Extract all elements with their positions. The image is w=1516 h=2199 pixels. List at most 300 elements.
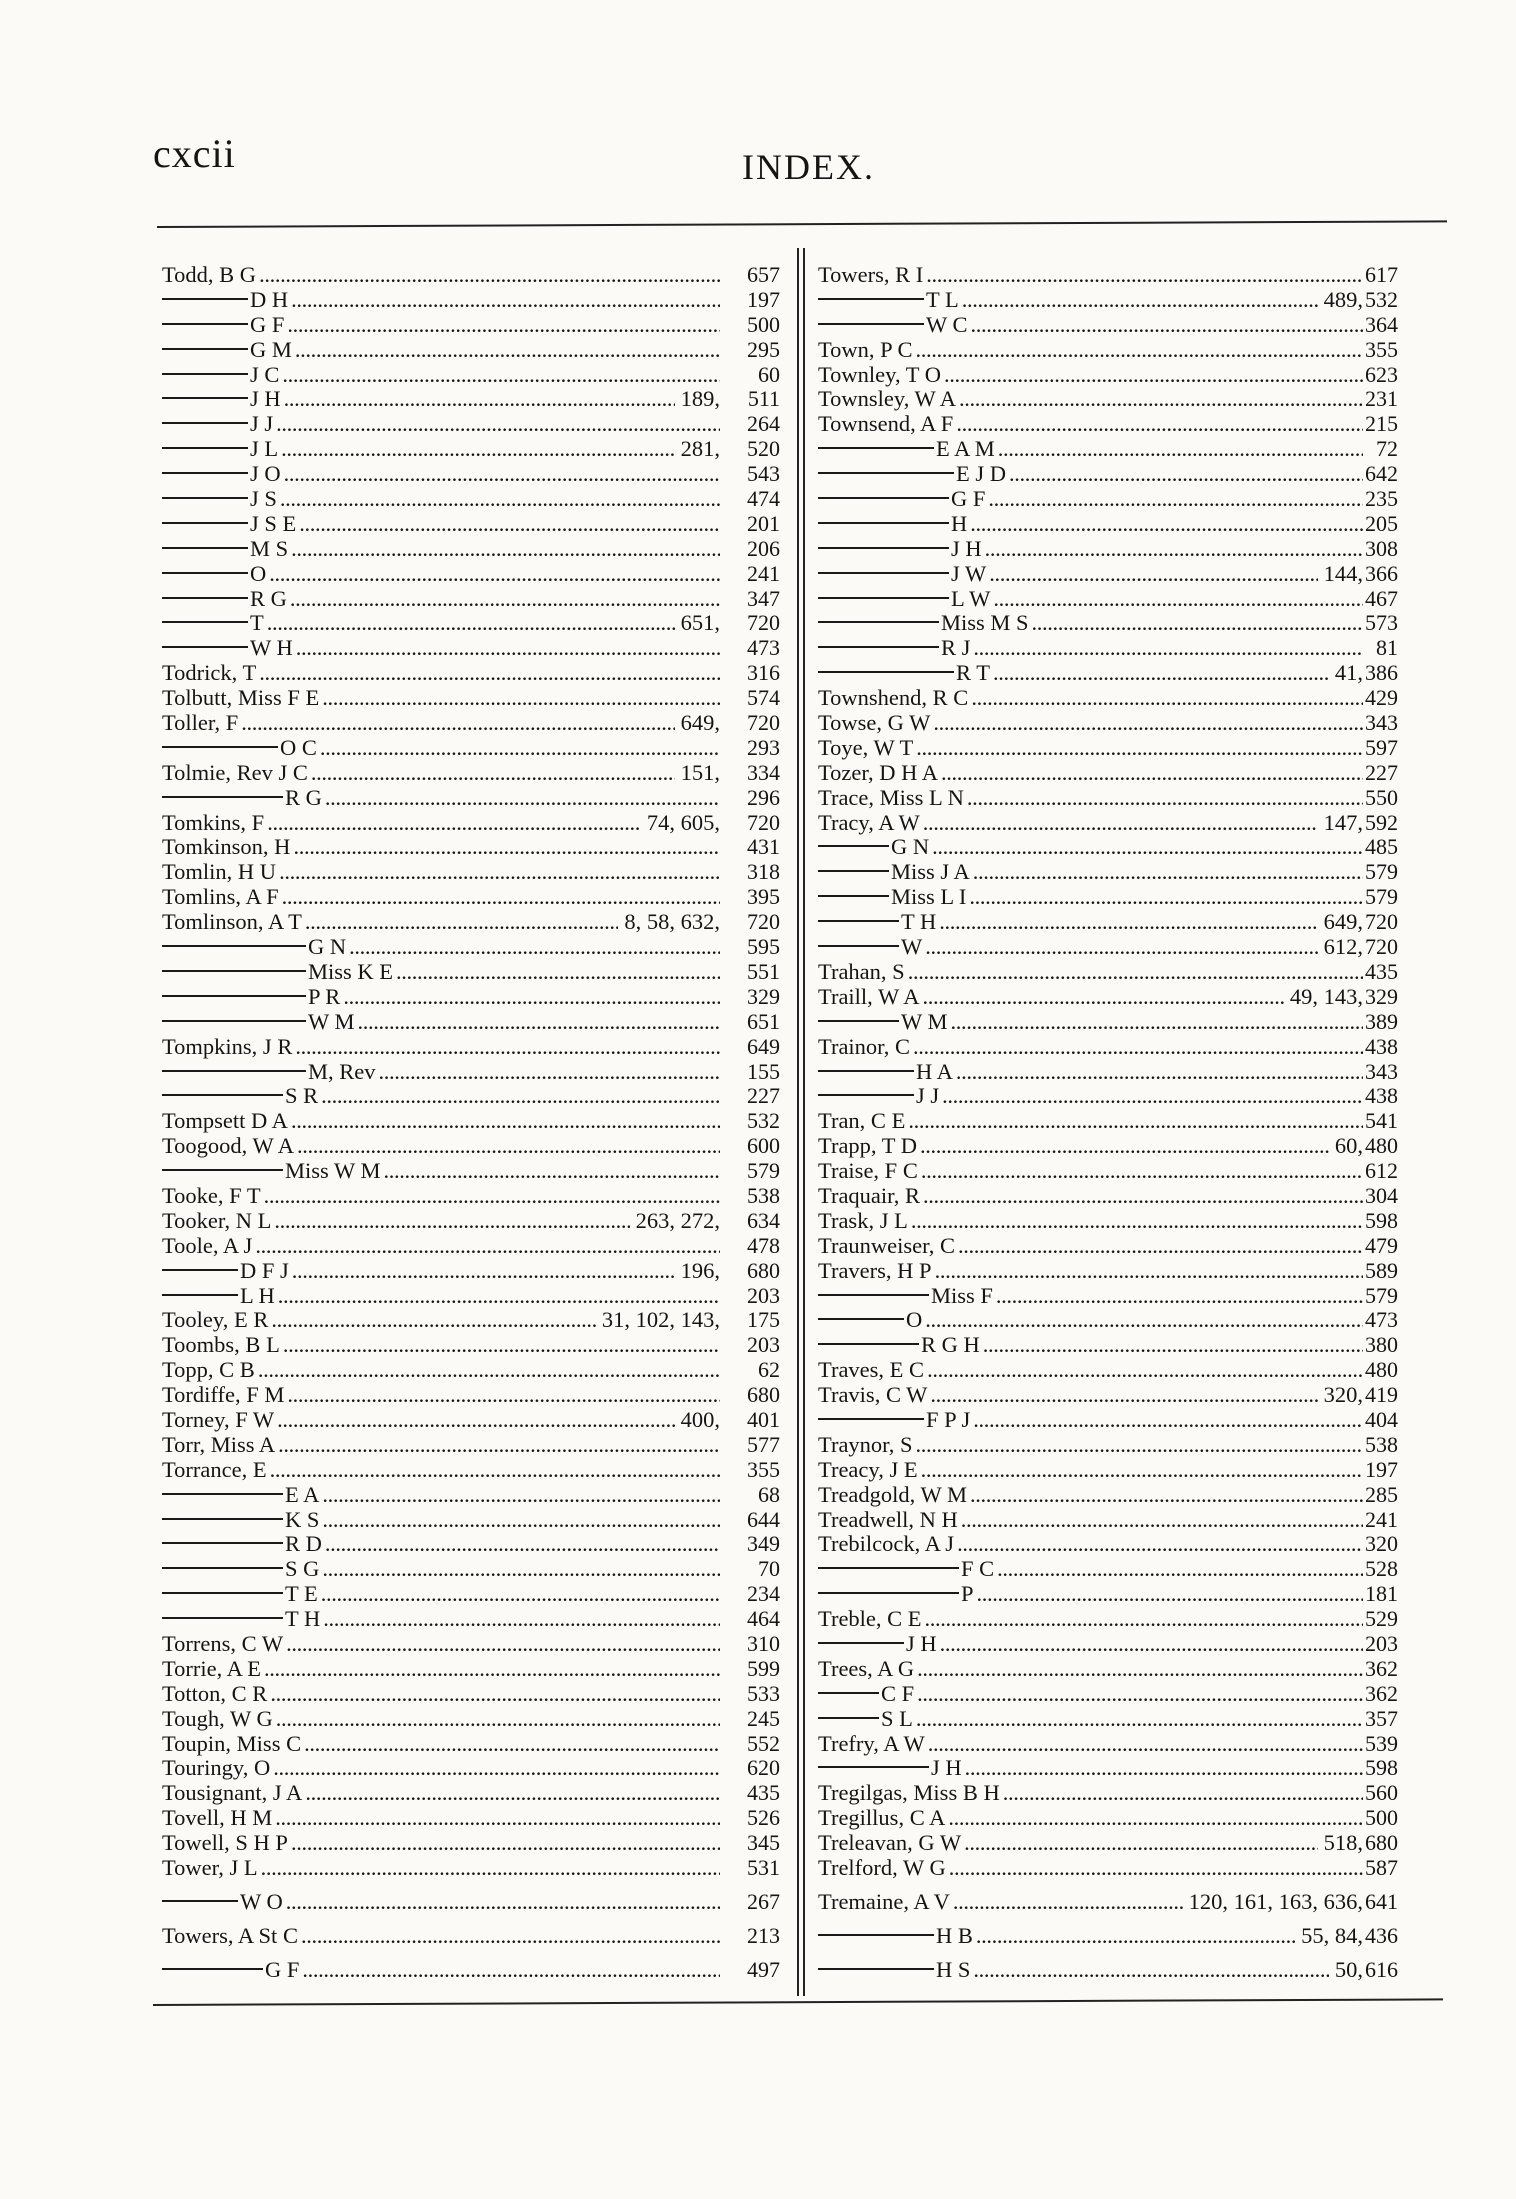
entry-page: 533 (747, 1680, 780, 1706)
entry-name: T L (926, 287, 959, 312)
top-rule (157, 220, 1447, 228)
index-entry (818, 1259, 1398, 1284)
entry-name: Torrens, C W (162, 1631, 284, 1656)
ditto-dash (162, 597, 248, 599)
dot-leader (988, 487, 1363, 512)
entry-name: O C (280, 735, 317, 760)
index-entry (818, 1732, 1398, 1757)
index-entry (818, 1284, 1398, 1309)
entry-page: 720 (747, 710, 780, 736)
index-entry (162, 1084, 780, 1109)
entry-lead (818, 1134, 1363, 1159)
index-entry (162, 786, 780, 811)
entry-page: 500 (1365, 1805, 1398, 1831)
entry-name: G F (250, 312, 285, 337)
dot-leader (976, 1924, 1295, 1949)
entry-lead (818, 1333, 1363, 1358)
ditto-dash (818, 1294, 929, 1296)
index-entry (162, 1333, 780, 1358)
entry-name: J S E (250, 511, 297, 536)
entry-page: 649 (747, 1033, 780, 1059)
entry-lead (162, 338, 720, 363)
index-entry (162, 1682, 780, 1707)
entry-lead (818, 611, 1363, 636)
dot-leader (923, 985, 1284, 1010)
entry-page: 574 (747, 685, 780, 711)
entry-lead (162, 1433, 720, 1458)
entry-page: 345 (747, 1830, 780, 1856)
ditto-dash (818, 1592, 959, 1594)
index-entry (162, 1060, 780, 1085)
dot-leader (950, 1010, 1363, 1035)
entry-name: Touringy, O (162, 1756, 271, 1781)
dot-leader (267, 611, 675, 636)
entry-page: 473 (1365, 1307, 1398, 1333)
index-entry (162, 487, 780, 512)
entry-lead (818, 1284, 1363, 1309)
index-entry (818, 1408, 1398, 1433)
index-entry (818, 1234, 1398, 1259)
entry-name: Toombs, B L (162, 1333, 280, 1358)
entry-name: Trace, Miss L N (818, 785, 964, 810)
dot-leader (278, 1284, 720, 1309)
entry-lead (162, 1924, 720, 1949)
entry-page: 235 (1365, 486, 1398, 512)
entry-name: Tolbutt, Miss F E (162, 686, 320, 711)
entry-page: 310 (747, 1630, 780, 1656)
dot-leader (923, 811, 1318, 836)
dot-leader (280, 487, 720, 512)
dot-leader (284, 387, 675, 412)
entry-lead (818, 1035, 1363, 1060)
index-entry (818, 1582, 1398, 1607)
entry-name: Trask, J L (818, 1208, 908, 1233)
entry-lead (162, 1682, 720, 1707)
index-entry (818, 1831, 1398, 1856)
entry-page: 598 (1365, 1207, 1398, 1233)
entry-page: 362 (1365, 1655, 1398, 1681)
index-entry (818, 1856, 1398, 1881)
entry-page: 213 (747, 1922, 780, 1948)
entry-page: 474 (747, 486, 780, 512)
entry-page: 386 (1365, 660, 1398, 686)
entry-name: Towell, S H P (162, 1831, 288, 1856)
dot-leader (292, 1259, 675, 1284)
dot-leader (933, 711, 1363, 736)
dot-leader (278, 1433, 720, 1458)
entry-lead (818, 1806, 1363, 1831)
dot-leader (969, 885, 1363, 910)
entry-name: Townsend, A F (818, 412, 954, 437)
entry-extra-pages: 651, (680, 611, 720, 636)
ditto-dash (818, 1418, 924, 1420)
index-entry (162, 412, 780, 437)
entry-lead (818, 1408, 1363, 1433)
entry-lead (818, 363, 1363, 388)
entry-lead (818, 960, 1363, 985)
entry-page: 201 (747, 510, 780, 536)
dot-leader (977, 1582, 1363, 1607)
index-entry (162, 462, 780, 487)
dot-leader (284, 462, 720, 487)
entry-lead (162, 1557, 720, 1582)
ditto-dash (162, 323, 248, 325)
dot-leader (290, 587, 720, 612)
entry-lead (818, 263, 1363, 288)
entry-page: 480 (1365, 1133, 1398, 1159)
entry-page: 473 (747, 635, 780, 661)
index-entry (162, 1781, 780, 1806)
dot-leader (396, 960, 720, 985)
index-entry (162, 263, 780, 288)
entry-page: 579 (1365, 859, 1398, 885)
dot-leader (921, 1458, 1363, 1483)
entry-name: R D (285, 1532, 322, 1557)
entry-lead (162, 1408, 720, 1433)
entry-lead (162, 1831, 720, 1856)
index-entry (818, 562, 1398, 587)
dot-leader (985, 537, 1363, 562)
entry-name: Tower, J L (162, 1856, 258, 1880)
entry-name: Treadwell, N H (818, 1507, 958, 1532)
entry-page: 642 (1365, 461, 1398, 487)
entry-name: E A (285, 1482, 320, 1507)
entry-page: 68 (758, 1481, 780, 1507)
ditto-dash (818, 472, 954, 474)
index-entry (162, 1532, 780, 1557)
entry-name: Totton, C R (162, 1681, 268, 1706)
index-entry (818, 1607, 1398, 1632)
index-entry (818, 1060, 1398, 1085)
dot-leader (305, 910, 618, 935)
entry-page: 480 (1365, 1357, 1398, 1383)
entry-page: 657 (747, 262, 780, 287)
entry-page: 528 (1365, 1556, 1398, 1582)
entry-page: 231 (1365, 386, 1398, 412)
entry-page: 720 (1365, 934, 1398, 960)
dot-leader (965, 1756, 1363, 1781)
index-entry (818, 1806, 1398, 1831)
index-entry (818, 1134, 1398, 1159)
entry-name: J O (250, 462, 281, 487)
entry-page: 364 (1365, 311, 1398, 337)
entry-lead (162, 1308, 720, 1333)
index-entry (818, 1781, 1398, 1806)
entry-name: Traves, E C (818, 1358, 925, 1383)
entry-page: 531 (747, 1855, 780, 1880)
entry-lead (818, 1383, 1363, 1408)
entry-name: G N (891, 835, 930, 860)
entry-name: W (901, 935, 923, 960)
entry-name: Tooley, E R (162, 1308, 269, 1333)
entry-page: 296 (747, 784, 780, 810)
entry-page: 329 (747, 983, 780, 1009)
entry-lead (162, 1732, 720, 1757)
entry-page: 380 (1365, 1332, 1398, 1358)
entry-name: J H (906, 1631, 937, 1656)
index-entry (162, 1856, 780, 1881)
entry-page: 435 (1365, 958, 1398, 984)
index-entry (162, 338, 780, 363)
entry-extra-pages: 74, 605, (646, 810, 720, 835)
dot-leader (940, 1632, 1363, 1657)
entry-name: Treacy, J E (818, 1457, 918, 1482)
entry-lead (162, 711, 720, 736)
index-entry (162, 960, 780, 985)
index-entry (162, 1958, 780, 1983)
entry-page: 206 (747, 535, 780, 561)
dot-leader (925, 1308, 1363, 1333)
index-entry (818, 288, 1398, 313)
index-entry (818, 1958, 1398, 1983)
entry-lead (162, 860, 720, 885)
dot-leader (989, 562, 1317, 587)
entry-page: 511 (747, 386, 780, 412)
ditto-dash (162, 995, 306, 997)
entry-lead (818, 636, 1363, 661)
entry-lead (162, 1084, 720, 1109)
entry-lead (818, 1781, 1363, 1806)
entry-page: 81 (1376, 635, 1398, 661)
entry-lead (818, 786, 1363, 811)
index-entry (818, 1010, 1398, 1035)
index-entry (162, 1607, 780, 1632)
entry-page: 419 (1365, 1382, 1398, 1408)
entry-page: 720 (1365, 909, 1398, 935)
index-entry (162, 562, 780, 587)
column-divider (797, 248, 799, 1996)
index-entry (818, 437, 1398, 462)
ditto-dash (818, 1766, 929, 1768)
index-entry (162, 985, 780, 1010)
entry-lead (818, 1607, 1363, 1632)
entry-name: Townshend, R C (818, 686, 969, 711)
entry-name: Toogood, W A (162, 1134, 294, 1159)
entry-name: M S (250, 536, 289, 561)
dot-leader (291, 537, 720, 562)
dot-leader (259, 263, 720, 288)
entry-lead (818, 1109, 1363, 1134)
index-column-left (162, 263, 780, 1983)
index-column-right (818, 263, 1398, 1983)
entry-lead (818, 1958, 1363, 1983)
entry-lead (162, 1483, 720, 1508)
entry-lead (162, 462, 720, 487)
index-entry (818, 1483, 1398, 1508)
index-entry (162, 1582, 780, 1607)
index-entry (162, 1358, 780, 1383)
entry-lead (162, 363, 720, 388)
entry-extra-pages: 50, (1334, 1957, 1363, 1982)
index-entry (818, 985, 1398, 1010)
entry-name: Toller, F (162, 711, 239, 736)
entry-page: 720 (747, 909, 780, 935)
entry-name: S L (881, 1706, 913, 1731)
entry-page: 579 (1365, 884, 1398, 910)
entry-name: Towse, G W (818, 711, 931, 736)
dot-leader (276, 1707, 720, 1732)
index-entry (162, 811, 780, 836)
entry-name: Tordiffe, F M (162, 1383, 285, 1408)
index-entry (818, 1184, 1398, 1209)
entry-name: W M (308, 1009, 355, 1034)
entry-page: 215 (1365, 411, 1398, 437)
entry-name: Trees, A G (818, 1656, 915, 1681)
entry-lead (162, 1184, 720, 1209)
entry-lead (162, 487, 720, 512)
dot-leader (942, 1084, 1363, 1109)
entry-page: 579 (747, 1158, 780, 1184)
entry-extra-pages: 31, 102, 143, (601, 1308, 720, 1333)
index-entry (818, 661, 1398, 686)
dot-leader (941, 761, 1363, 786)
entry-lead (818, 661, 1363, 686)
entry-lead (818, 338, 1363, 363)
dot-leader (964, 1831, 1318, 1856)
dot-leader (322, 1483, 720, 1508)
index-entry (162, 686, 780, 711)
entry-page: 70 (758, 1556, 780, 1582)
dot-leader (932, 835, 1363, 860)
entry-lead (818, 412, 1363, 437)
ditto-dash (162, 796, 283, 798)
entry-lead (818, 835, 1363, 860)
entry-lead (162, 1856, 720, 1881)
entry-name: Tregillus, C A (818, 1806, 946, 1831)
dot-leader (970, 1483, 1363, 1508)
entry-name: Tompsett D A (162, 1109, 288, 1134)
dot-leader (270, 1682, 720, 1707)
dot-leader (948, 1806, 1363, 1831)
entry-lead (162, 313, 720, 338)
index-entry (818, 1433, 1398, 1458)
entry-name: Miss M S (941, 611, 1029, 636)
entry-name: Tooker, N L (162, 1208, 272, 1233)
entry-lead (818, 711, 1363, 736)
entry-name: Tremaine, A V (818, 1889, 950, 1914)
entry-lead (818, 1358, 1363, 1383)
index-entry (818, 811, 1398, 836)
dot-leader (925, 1607, 1363, 1632)
dot-leader (295, 338, 720, 363)
entry-page: 641 (1365, 1888, 1398, 1914)
entry-page: 241 (1365, 1506, 1398, 1532)
entry-lead (162, 786, 720, 811)
dot-leader (998, 437, 1363, 462)
entry-lead (818, 1890, 1363, 1915)
ditto-dash (818, 845, 889, 847)
ditto-dash (162, 348, 248, 350)
entry-page: 720 (747, 809, 780, 835)
entry-lead (162, 1806, 720, 1831)
index-entry (162, 1408, 780, 1433)
index-entry (818, 363, 1398, 388)
dot-leader (322, 1557, 720, 1582)
entry-name: R J (941, 636, 971, 661)
dot-leader (320, 736, 720, 761)
dot-leader (1003, 1781, 1363, 1806)
ditto-dash (818, 1070, 914, 1072)
entry-lead (818, 860, 1363, 885)
index-entry (162, 935, 780, 960)
entry-name: Tooke, F T (162, 1183, 261, 1208)
index-entry (818, 1159, 1398, 1184)
entry-page: 573 (1365, 610, 1398, 636)
ditto-dash (162, 746, 278, 748)
entry-name: G N (308, 935, 347, 960)
index-entry (162, 587, 780, 612)
index-entry (162, 636, 780, 661)
entry-extra-pages: 151, (680, 760, 720, 785)
entry-lead (818, 910, 1363, 935)
dot-leader (321, 1084, 720, 1109)
entry-name: J C (250, 362, 280, 387)
dot-leader (961, 1508, 1363, 1533)
entry-name: Traunweiser, C (818, 1233, 956, 1258)
entry-extra-pages: 60, (1334, 1134, 1363, 1159)
entry-lead (162, 412, 720, 437)
entry-page: 617 (1365, 262, 1398, 287)
dot-leader (993, 587, 1363, 612)
dot-leader (258, 1358, 720, 1383)
dot-leader (279, 860, 720, 885)
entry-name: O (250, 561, 267, 586)
dot-leader (944, 363, 1363, 388)
ditto-dash (162, 373, 248, 375)
ditto-dash (162, 1592, 283, 1594)
entry-name: J J (916, 1084, 940, 1109)
entry-name: Townley, T O (818, 362, 942, 387)
entry-page: 175 (747, 1307, 780, 1333)
entry-name: Trainor, C (818, 1034, 911, 1059)
index-entry (818, 1508, 1398, 1533)
entry-extra-pages: 8, 58, 632, (624, 910, 720, 935)
entry-page: 241 (747, 560, 780, 586)
entry-lead (162, 1958, 720, 1983)
entry-lead (162, 1532, 720, 1557)
entry-page: 227 (1365, 759, 1398, 785)
entry-name: W O (240, 1889, 283, 1914)
index-entry (818, 313, 1398, 338)
entry-page: 538 (1365, 1431, 1398, 1457)
entry-lead (162, 1035, 720, 1060)
entry-name: Travers, H P (818, 1258, 932, 1283)
entry-lead (818, 1532, 1363, 1557)
index-entry (818, 338, 1398, 363)
index-entry (818, 1035, 1398, 1060)
bottom-rule (153, 1998, 1443, 2006)
entry-page: 680 (747, 1382, 780, 1408)
entry-name: G M (250, 337, 292, 362)
entry-name: R T (956, 661, 990, 686)
index-entry (162, 1508, 780, 1533)
dot-leader (973, 1958, 1328, 1983)
entry-name: Traquair, R (818, 1183, 921, 1208)
index-entry (818, 736, 1398, 761)
ditto-dash (818, 1717, 879, 1719)
index-entry (162, 512, 780, 537)
entry-name: Trapp, T D (818, 1134, 917, 1159)
entry-name: H (951, 511, 968, 536)
index-entry (162, 1035, 780, 1060)
entry-name: Miss W M (285, 1159, 381, 1184)
entry-lead (162, 1159, 720, 1184)
entry-lead (162, 1333, 720, 1358)
entry-page: 320 (1365, 1531, 1398, 1557)
entry-name: W M (901, 1009, 948, 1034)
index-entry (818, 611, 1398, 636)
dot-leader (287, 1383, 720, 1408)
